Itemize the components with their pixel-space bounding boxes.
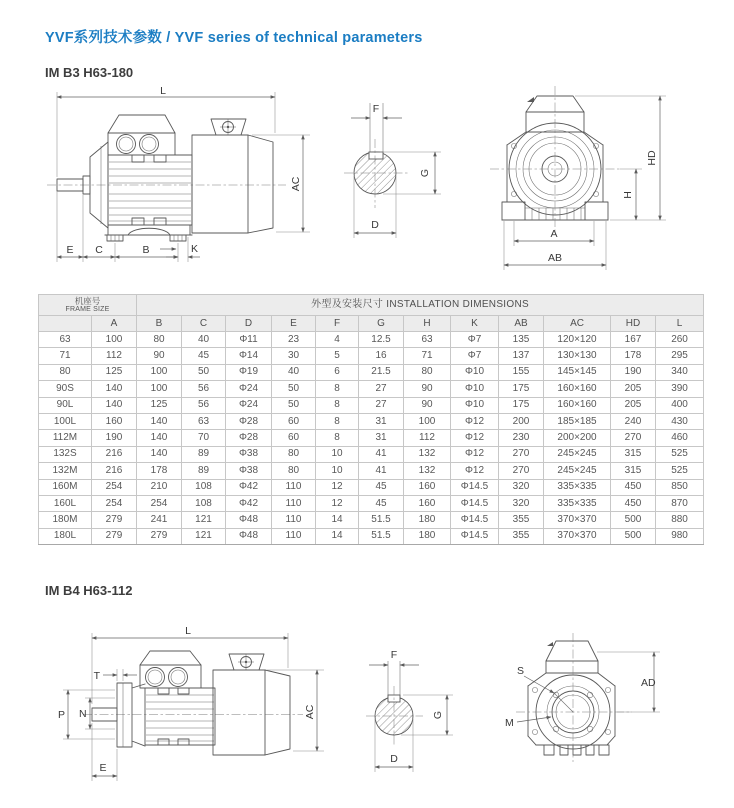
dimension-value: 31 (359, 413, 404, 429)
table-row (39, 430, 704, 446)
column-header: L (656, 316, 704, 332)
dimension-value: 89 (182, 463, 226, 479)
b4-front-view-drawing (500, 628, 734, 808)
dimension-value: 135 (499, 332, 544, 348)
dimension-value: 8 (316, 397, 359, 413)
dimension-value: 100 (137, 364, 182, 380)
dim-label-f: F (390, 649, 398, 661)
dimension-value: 80 (404, 364, 451, 380)
dim-label-k: K (191, 243, 199, 255)
flange-bolt-hole (587, 726, 593, 732)
dimension-value: 56 (182, 381, 226, 397)
dimension-value: 279 (92, 512, 137, 528)
dimension-value: Φ10 (451, 397, 499, 413)
frame-size-value: 180M (39, 512, 92, 528)
column-header: C (182, 316, 226, 332)
frame-size-value: 100L (39, 413, 92, 429)
mounting-feet (105, 225, 192, 241)
table-row (39, 528, 704, 544)
dimension-value: 110 (272, 512, 316, 528)
column-header: A (92, 316, 137, 332)
dimensions-header: 外型及安装尺寸 INSTALLATION DIMENSIONS (137, 295, 704, 316)
dimension-value: 315 (611, 446, 656, 462)
dim-label-d: D (371, 219, 379, 231)
dimension-value: 370×370 (544, 512, 611, 528)
column-header: K (451, 316, 499, 332)
dimension-value: 121 (182, 512, 226, 528)
dimension-value: 500 (611, 528, 656, 544)
frame-size-value: 132S (39, 446, 92, 462)
dimension-value: 112 (404, 430, 451, 446)
table-row (39, 479, 704, 495)
cooling-fins (146, 695, 214, 741)
column-header: AB (499, 316, 544, 332)
dim-label-s: S (517, 665, 525, 677)
dimension-value: Φ7 (451, 332, 499, 348)
dimension-value: 110 (272, 495, 316, 511)
dimension-value: 279 (92, 528, 137, 544)
dimension-value: 180 (404, 528, 451, 544)
dimension-value: 40 (272, 364, 316, 380)
column-header: G (359, 316, 404, 332)
dimension-value: 10 (316, 446, 359, 462)
dim-label-l: L (160, 85, 166, 97)
dimension-value: 335×335 (544, 495, 611, 511)
dimension-value: 500 (611, 512, 656, 528)
dimension-value: 110 (272, 528, 316, 544)
dimension-value: 30 (272, 348, 316, 364)
dimension-value: 71 (404, 348, 451, 364)
dimension-value: 50 (272, 397, 316, 413)
column-header: AC (544, 316, 611, 332)
dimension-value: 260 (656, 332, 704, 348)
frame-size-value: 160M (39, 479, 92, 495)
dimension-value: 10 (316, 463, 359, 479)
dimension-value: Φ19 (226, 364, 272, 380)
dimension-value: 210 (137, 479, 182, 495)
table-row (39, 446, 704, 462)
dimension-value: 108 (182, 495, 226, 511)
dimension-value: 315 (611, 463, 656, 479)
dimension-value: 40 (182, 332, 226, 348)
dimension-value: 460 (656, 430, 704, 446)
dimension-value: Φ38 (226, 446, 272, 462)
flange-bolt-hole (553, 726, 559, 732)
dimension-value: 112 (92, 348, 137, 364)
flange (117, 683, 132, 747)
dimension-value: 190 (92, 430, 137, 446)
dimension-value: 335×335 (544, 479, 611, 495)
dimension-value: Φ14.5 (451, 479, 499, 495)
dimension-value: 120×120 (544, 332, 611, 348)
dim-label-n: N (79, 708, 87, 720)
table-body (39, 332, 704, 545)
dimension-value: 185×185 (544, 413, 611, 429)
dimension-value: 175 (499, 397, 544, 413)
table-row (39, 381, 704, 397)
dimension-value: 216 (92, 446, 137, 462)
dimension-value: 254 (92, 495, 137, 511)
frame-size-value: 180L (39, 528, 92, 544)
dimension-value: 50 (272, 381, 316, 397)
cooling-fins (109, 162, 191, 221)
dimension-value: 21.5 (359, 364, 404, 380)
column-header: F (316, 316, 359, 332)
dim-label-h: H (622, 191, 634, 199)
column-header: E (272, 316, 316, 332)
dimension-value: 100 (92, 332, 137, 348)
dimension-value: 63 (182, 413, 226, 429)
dimension-value: 155 (499, 364, 544, 380)
frame-size-value: 132M (39, 463, 92, 479)
dimension-value: Φ28 (226, 430, 272, 446)
dimension-value: 355 (499, 528, 544, 544)
frame-size-value: 80 (39, 364, 92, 380)
table-row (39, 397, 704, 413)
frame-size-spacer (39, 316, 92, 332)
dimension-value: Φ48 (226, 528, 272, 544)
dimension-value: 160 (404, 495, 451, 511)
dim-label-ac: AC (304, 704, 316, 720)
dimension-value: 121 (182, 528, 226, 544)
dimension-value: 125 (92, 364, 137, 380)
column-header: H (404, 316, 451, 332)
dimension-value: 27 (359, 381, 404, 397)
dim-label-ab: AB (547, 252, 563, 264)
dimension-value: 160×160 (544, 381, 611, 397)
dimension-value: 90 (137, 348, 182, 364)
dimension-value: 205 (611, 397, 656, 413)
dimension-value: 270 (611, 430, 656, 446)
dimension-value: 400 (656, 397, 704, 413)
dimension-value: Φ7 (451, 348, 499, 364)
dim-label-l: L (185, 625, 191, 637)
dimension-value: 870 (656, 495, 704, 511)
dimension-value: Φ12 (451, 463, 499, 479)
fan-cowl (265, 670, 290, 755)
dimension-value: 430 (656, 413, 704, 429)
dimension-value: Φ24 (226, 397, 272, 413)
dimension-value: 270 (499, 446, 544, 462)
dim-label-ad: AD (641, 677, 656, 689)
dim-label-e: E (66, 244, 74, 256)
column-header: B (137, 316, 182, 332)
b3-front-view-drawing (480, 82, 710, 290)
dimension-value: 14 (316, 528, 359, 544)
dim-label-ac: AC (290, 176, 302, 192)
frame-size-value: 63 (39, 332, 92, 348)
dimension-value: Φ42 (226, 495, 272, 511)
dimension-value: Φ38 (226, 463, 272, 479)
b3-side-view-drawing (40, 85, 330, 285)
dimension-value: 27 (359, 397, 404, 413)
dimension-value: 370×370 (544, 528, 611, 544)
dimension-value: 108 (182, 479, 226, 495)
dimension-value: 180 (404, 512, 451, 528)
dimension-value: 51.5 (359, 512, 404, 528)
dimension-value: 355 (499, 512, 544, 528)
dimension-value: 70 (182, 430, 226, 446)
dimension-value: 279 (137, 528, 182, 544)
dimension-value: Φ12 (451, 430, 499, 446)
frame-size-header (39, 295, 137, 316)
column-header-row (39, 316, 704, 332)
dimension-value: 270 (499, 463, 544, 479)
dimension-value: 90 (404, 381, 451, 397)
column-header: HD (611, 316, 656, 332)
dim-label-a: A (550, 228, 558, 240)
dimension-value: 340 (656, 364, 704, 380)
dimension-value: Φ48 (226, 512, 272, 528)
dimension-value: 45 (359, 495, 404, 511)
dimension-value: 160 (92, 413, 137, 429)
dimension-value: 245×245 (544, 446, 611, 462)
dimension-value: 245×245 (544, 463, 611, 479)
dimension-value: 31 (359, 430, 404, 446)
dimension-value: Φ24 (226, 381, 272, 397)
dimension-value: Φ14.5 (451, 528, 499, 544)
dimension-value: 450 (611, 479, 656, 495)
b4-side-view-drawing (55, 620, 365, 808)
dimension-value: 12.5 (359, 332, 404, 348)
dimension-value: 63 (404, 332, 451, 348)
frame-size-value: 90L (39, 397, 92, 413)
dimension-value: 12 (316, 495, 359, 511)
dimension-value: Φ12 (451, 413, 499, 429)
terminal-box (108, 115, 175, 133)
dimension-value: 80 (272, 446, 316, 462)
dimension-value: 6 (316, 364, 359, 380)
frame-size-label-cn: 机座号 (74, 295, 101, 306)
table-row (39, 495, 704, 511)
dimension-value: 130×130 (544, 348, 611, 364)
dimension-value: 8 (316, 413, 359, 429)
dimension-value: 295 (656, 348, 704, 364)
dimension-value: 16 (359, 348, 404, 364)
page-title: YVF系列技术参数 / YVF series of technical parameters (45, 30, 423, 46)
dimension-value: 140 (137, 413, 182, 429)
dimension-value: Φ10 (451, 364, 499, 380)
dimension-value: 980 (656, 528, 704, 544)
dimension-value: 45 (182, 348, 226, 364)
dimension-value: 51.5 (359, 528, 404, 544)
lifting-eye (229, 654, 264, 670)
bottom-ribs (544, 745, 609, 755)
dim-label-f: F (372, 103, 380, 115)
dim-label-g: G (432, 710, 444, 720)
frame-size-label-en: FRAME SIZE (65, 306, 110, 313)
installation-dimensions-table (38, 294, 704, 545)
table-row (39, 512, 704, 528)
dimension-value: Φ14.5 (451, 495, 499, 511)
dim-label-t: T (93, 670, 100, 682)
dimension-value: 45 (359, 479, 404, 495)
dimension-value: 167 (611, 332, 656, 348)
dimension-value: 450 (611, 495, 656, 511)
dimension-value: Φ11 (226, 332, 272, 348)
dimension-value: Φ14 (226, 348, 272, 364)
column-header: D (226, 316, 272, 332)
dimension-value: 137 (499, 348, 544, 364)
dimension-value: 525 (656, 463, 704, 479)
table-row (39, 364, 704, 380)
table-title-row (39, 295, 704, 316)
table-row (39, 348, 704, 364)
dim-label-p: P (58, 709, 66, 721)
dimension-value: Φ14.5 (451, 512, 499, 528)
dimension-value: 4 (316, 332, 359, 348)
dimension-value: 60 (272, 430, 316, 446)
dimension-value: 41 (359, 463, 404, 479)
dim-label-g: G (419, 168, 431, 178)
flange-bolt-hole (587, 692, 593, 698)
dim-label-d: D (390, 753, 398, 765)
dimension-value: Φ28 (226, 413, 272, 429)
dimension-value: 140 (92, 397, 137, 413)
dimension-value: 8 (316, 381, 359, 397)
dimension-value: 50 (182, 364, 226, 380)
dimension-value: 5 (316, 348, 359, 364)
section-heading-b3: IM B3 H63-180 (45, 65, 134, 80)
dimension-value: 145×145 (544, 364, 611, 380)
dimension-value: 200 (499, 413, 544, 429)
lifting-eye (211, 119, 246, 135)
dimension-value: 14 (316, 512, 359, 528)
dimension-value: 240 (611, 413, 656, 429)
dimension-value: 178 (611, 348, 656, 364)
frame-size-value: 71 (39, 348, 92, 364)
dim-label-b: B (142, 244, 150, 256)
dimension-value: 320 (499, 479, 544, 495)
dimension-value: Φ10 (451, 381, 499, 397)
dimension-value: 132 (404, 446, 451, 462)
dimension-value: 41 (359, 446, 404, 462)
frame-size-value: 90S (39, 381, 92, 397)
dimension-value: 80 (137, 332, 182, 348)
dimension-value: 132 (404, 463, 451, 479)
dimension-value: 390 (656, 381, 704, 397)
frame-size-value: 160L (39, 495, 92, 511)
dimension-value: 880 (656, 512, 704, 528)
dimension-value: 110 (272, 479, 316, 495)
section-heading-b4: IM B4 H63-112 (45, 583, 133, 598)
dimension-value: 175 (499, 381, 544, 397)
fan-cowl (248, 135, 273, 233)
dimension-value: 241 (137, 512, 182, 528)
dimension-value: 8 (316, 430, 359, 446)
table-row (39, 413, 704, 429)
table-row (39, 332, 704, 348)
dimension-value: 160 (404, 479, 451, 495)
dimension-value: 525 (656, 446, 704, 462)
dimension-value: 200×200 (544, 430, 611, 446)
dim-label-c: C (95, 244, 103, 256)
dimension-value: 230 (499, 430, 544, 446)
dimension-value: 254 (137, 495, 182, 511)
dimension-value: 850 (656, 479, 704, 495)
dimension-value: 254 (92, 479, 137, 495)
dimension-value: 56 (182, 397, 226, 413)
dimension-value: 140 (92, 381, 137, 397)
dimension-value: 100 (404, 413, 451, 429)
dimension-value: 140 (137, 430, 182, 446)
terminal-box (140, 651, 201, 665)
dimension-value: 320 (499, 495, 544, 511)
dim-label-e: E (99, 762, 107, 774)
dimension-value: 80 (272, 463, 316, 479)
b3-shaft-section-drawing (330, 85, 460, 280)
frame-size-value: 112M (39, 430, 92, 446)
dimension-value: 12 (316, 479, 359, 495)
keyway (369, 152, 383, 159)
dimension-value: 216 (92, 463, 137, 479)
dimension-value: 90 (404, 397, 451, 413)
dimension-value: 190 (611, 364, 656, 380)
dimension-value: 160×160 (544, 397, 611, 413)
dim-label-hd: HD (646, 150, 658, 166)
dimension-value: 125 (137, 397, 182, 413)
dimension-value: 60 (272, 413, 316, 429)
dimension-value: 23 (272, 332, 316, 348)
dimension-value: 205 (611, 381, 656, 397)
dimension-value: 100 (137, 381, 182, 397)
dimension-value: 178 (137, 463, 182, 479)
dimension-value: Φ12 (451, 446, 499, 462)
table-row (39, 463, 704, 479)
dimension-value: Φ42 (226, 479, 272, 495)
b4-shaft-section-drawing (355, 645, 465, 787)
dim-label-m: M (505, 717, 514, 729)
dimension-value: 89 (182, 446, 226, 462)
dimension-value: 140 (137, 446, 182, 462)
